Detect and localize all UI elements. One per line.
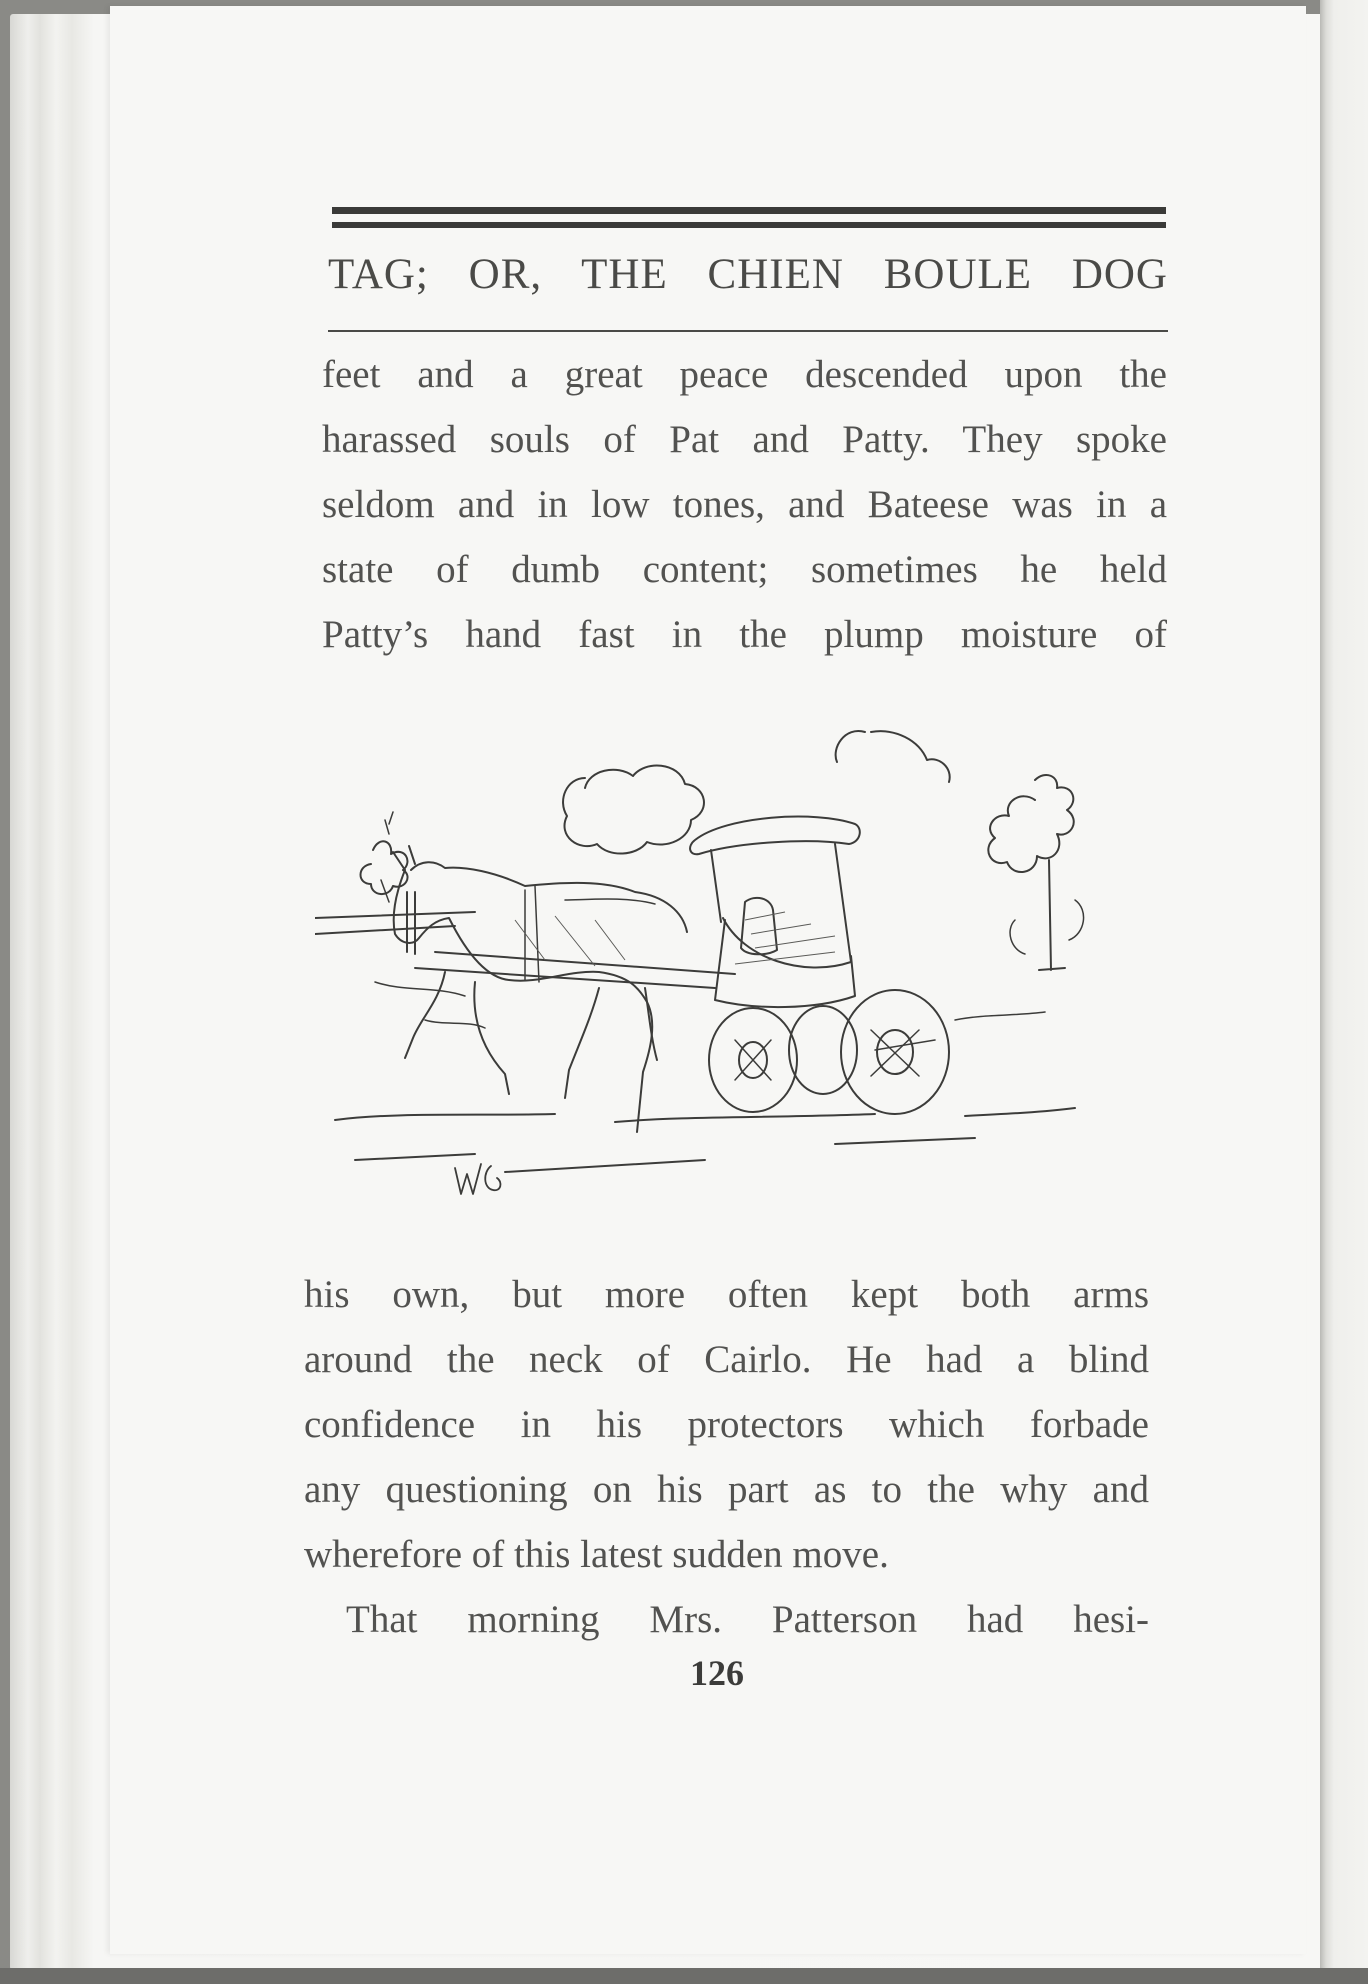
text-line: any questioning on his part as to the why and (304, 1468, 1149, 1511)
header-underline (328, 330, 1168, 332)
header-rule-top (332, 207, 1166, 214)
text-line: confidence in his protectors which forbade (304, 1403, 1149, 1446)
text-line: his own, but more often kept both arms (304, 1273, 1149, 1316)
text-line: wherefore of this latest sudden move. (304, 1533, 889, 1576)
text-line: feet and a great peace descended upon the (322, 353, 1167, 396)
text-line: That morning Mrs. Patterson had hesi- (346, 1598, 1149, 1641)
facing-page-edge (1320, 0, 1368, 1984)
scan-border (0, 1968, 1368, 1984)
text-line: around the neck of Cairlo. He had a blind (304, 1338, 1149, 1381)
text-line: harassed souls of Pat and Patty. They spoke (322, 418, 1167, 461)
page-number: 126 (690, 1653, 744, 1693)
horse-and-buggy-illustration (315, 720, 1153, 1210)
text-line: Patty’s hand fast in the plump moisture of (322, 613, 1167, 656)
header-rule-bottom (332, 222, 1166, 228)
text-line: seldom and in low tones, and Bateese was in a (322, 483, 1167, 526)
text-line: state of dumb content; sometimes he held (322, 548, 1167, 591)
paragraph-bottom (304, 1262, 1149, 1652)
paragraph-top (322, 342, 1167, 667)
running-head: TAG; OR, THE CHIEN BOULE DOG (328, 251, 1168, 298)
